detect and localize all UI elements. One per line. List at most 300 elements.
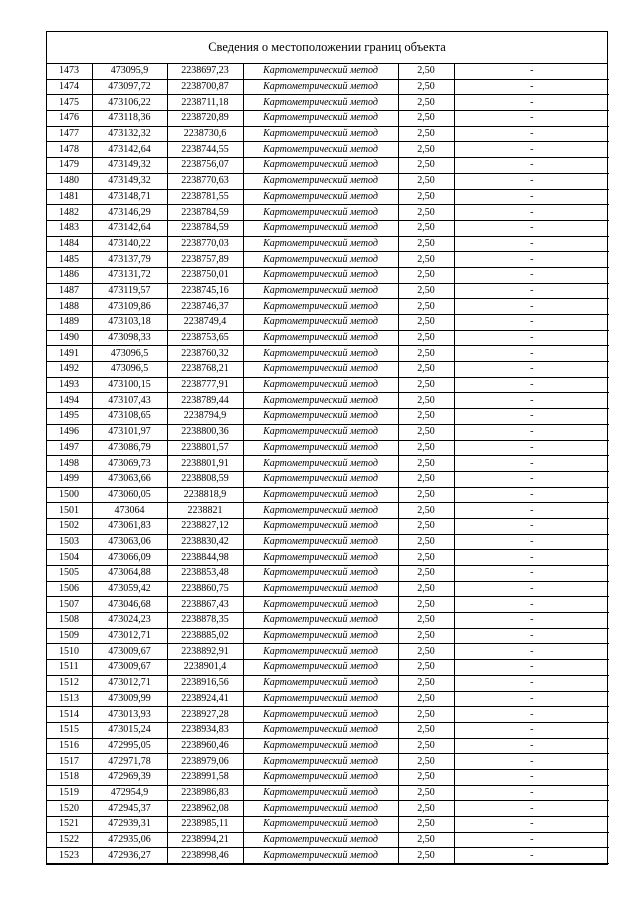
table-row <box>47 518 609 534</box>
method-cell: Картометрический метод <box>243 801 398 817</box>
accuracy-cell: 2,50 <box>398 409 454 425</box>
table-row <box>47 628 609 644</box>
note-cell: - <box>454 471 609 487</box>
note-cell: - <box>454 440 609 456</box>
accuracy-cell: 2,50 <box>398 173 454 189</box>
x-coordinate-cell: 473149,32 <box>92 173 167 189</box>
point-number-cell: 1514 <box>47 707 92 723</box>
method-cell: Картометрический метод <box>243 220 398 236</box>
method-cell: Картометрический метод <box>243 79 398 95</box>
y-coordinate-cell: 2238985,11 <box>167 817 243 833</box>
x-coordinate-cell: 473142,64 <box>92 142 167 158</box>
method-cell: Картометрический метод <box>243 817 398 833</box>
accuracy-cell: 2,50 <box>398 675 454 691</box>
point-number-cell: 1516 <box>47 738 92 754</box>
x-coordinate-cell: 473096,5 <box>92 346 167 362</box>
point-number-cell: 1510 <box>47 644 92 660</box>
accuracy-cell: 2,50 <box>398 236 454 252</box>
table-row <box>47 64 609 79</box>
y-coordinate-cell: 2238979,06 <box>167 754 243 770</box>
method-cell: Картометрический метод <box>243 142 398 158</box>
x-coordinate-cell: 473009,67 <box>92 644 167 660</box>
method-cell: Картометрический метод <box>243 660 398 676</box>
y-coordinate-cell: 2238867,43 <box>167 597 243 613</box>
method-cell: Картометрический метод <box>243 785 398 801</box>
point-number-cell: 1502 <box>47 518 92 534</box>
method-cell: Картометрический метод <box>243 534 398 550</box>
accuracy-cell: 2,50 <box>398 142 454 158</box>
x-coordinate-cell: 473098,33 <box>92 330 167 346</box>
x-coordinate-cell: 473106,22 <box>92 95 167 111</box>
method-cell: Картометрический метод <box>243 205 398 221</box>
table-row <box>47 832 609 848</box>
x-coordinate-cell: 473015,24 <box>92 722 167 738</box>
y-coordinate-cell: 2238760,32 <box>167 346 243 362</box>
x-coordinate-cell: 473012,71 <box>92 675 167 691</box>
y-coordinate-cell: 2238757,89 <box>167 252 243 268</box>
y-coordinate-cell: 2238800,36 <box>167 424 243 440</box>
table-row <box>47 142 609 158</box>
accuracy-cell: 2,50 <box>398 722 454 738</box>
x-coordinate-cell: 473013,93 <box>92 707 167 723</box>
table-row <box>47 738 609 754</box>
y-coordinate-cell: 2238770,63 <box>167 173 243 189</box>
point-number-cell: 1519 <box>47 785 92 801</box>
table-row <box>47 283 609 299</box>
method-cell: Картометрический метод <box>243 738 398 754</box>
x-coordinate-cell: 473069,73 <box>92 456 167 472</box>
accuracy-cell: 2,50 <box>398 613 454 629</box>
x-coordinate-cell: 473086,79 <box>92 440 167 456</box>
point-number-cell: 1522 <box>47 832 92 848</box>
x-coordinate-cell: 473063,66 <box>92 471 167 487</box>
accuracy-cell: 2,50 <box>398 628 454 644</box>
point-number-cell: 1517 <box>47 754 92 770</box>
table-row <box>47 95 609 111</box>
x-coordinate-cell: 473108,65 <box>92 409 167 425</box>
method-cell: Картометрический метод <box>243 330 398 346</box>
x-coordinate-cell: 473146,29 <box>92 205 167 221</box>
note-cell: - <box>454 707 609 723</box>
y-coordinate-cell: 2238860,75 <box>167 581 243 597</box>
x-coordinate-cell: 473148,71 <box>92 189 167 205</box>
note-cell: - <box>454 64 609 79</box>
x-coordinate-cell: 472945,37 <box>92 801 167 817</box>
note-cell: - <box>454 769 609 785</box>
accuracy-cell: 2,50 <box>398 267 454 283</box>
x-coordinate-cell: 473009,99 <box>92 691 167 707</box>
method-cell: Картометрический метод <box>243 377 398 393</box>
y-coordinate-cell: 2238821 <box>167 503 243 519</box>
note-cell: - <box>454 409 609 425</box>
note-cell: - <box>454 189 609 205</box>
x-coordinate-cell: 473024,23 <box>92 613 167 629</box>
table-row <box>47 267 609 283</box>
method-cell: Картометрический метод <box>243 754 398 770</box>
y-coordinate-cell: 2238794,9 <box>167 409 243 425</box>
table-row <box>47 848 609 864</box>
accuracy-cell: 2,50 <box>398 503 454 519</box>
x-coordinate-cell: 473131,72 <box>92 267 167 283</box>
x-coordinate-cell: 473142,64 <box>92 220 167 236</box>
method-cell: Картометрический метод <box>243 267 398 283</box>
accuracy-cell: 2,50 <box>398 471 454 487</box>
y-coordinate-cell: 2238784,59 <box>167 205 243 221</box>
method-cell: Картометрический метод <box>243 95 398 111</box>
method-cell: Картометрический метод <box>243 456 398 472</box>
y-coordinate-cell: 2238827,12 <box>167 518 243 534</box>
method-cell: Картометрический метод <box>243 315 398 331</box>
note-cell: - <box>454 346 609 362</box>
note-cell: - <box>454 267 609 283</box>
note-cell: - <box>454 173 609 189</box>
y-coordinate-cell: 2238700,87 <box>167 79 243 95</box>
method-cell: Картометрический метод <box>243 440 398 456</box>
point-number-cell: 1486 <box>47 267 92 283</box>
note-cell: - <box>454 362 609 378</box>
point-number-cell: 1521 <box>47 817 92 833</box>
x-coordinate-cell: 473100,15 <box>92 377 167 393</box>
accuracy-cell: 2,50 <box>398 487 454 503</box>
point-number-cell: 1505 <box>47 566 92 582</box>
table-row <box>47 581 609 597</box>
point-number-cell: 1494 <box>47 393 92 409</box>
table-row <box>47 613 609 629</box>
method-cell: Картометрический метод <box>243 283 398 299</box>
x-coordinate-cell: 473061,83 <box>92 518 167 534</box>
note-cell: - <box>454 675 609 691</box>
y-coordinate-cell: 2238730,6 <box>167 126 243 142</box>
method-cell: Картометрический метод <box>243 236 398 252</box>
y-coordinate-cell: 2238844,98 <box>167 550 243 566</box>
point-number-cell: 1477 <box>47 126 92 142</box>
table-row <box>47 691 609 707</box>
table-row <box>47 487 609 503</box>
table-row <box>47 236 609 252</box>
note-cell: - <box>454 95 609 111</box>
y-coordinate-cell: 2238749,4 <box>167 315 243 331</box>
point-number-cell: 1512 <box>47 675 92 691</box>
table-row <box>47 299 609 315</box>
note-cell: - <box>454 111 609 127</box>
point-number-cell: 1506 <box>47 581 92 597</box>
y-coordinate-cell: 2238986,83 <box>167 785 243 801</box>
accuracy-cell: 2,50 <box>398 440 454 456</box>
accuracy-cell: 2,50 <box>398 330 454 346</box>
accuracy-cell: 2,50 <box>398 79 454 95</box>
method-cell: Картометрический метод <box>243 628 398 644</box>
y-coordinate-cell: 2238770,03 <box>167 236 243 252</box>
method-cell: Картометрический метод <box>243 566 398 582</box>
method-cell: Картометрический метод <box>243 471 398 487</box>
point-number-cell: 1479 <box>47 158 92 174</box>
accuracy-cell: 2,50 <box>398 205 454 221</box>
method-cell: Картометрический метод <box>243 550 398 566</box>
note-cell: - <box>454 534 609 550</box>
table-row <box>47 79 609 95</box>
x-coordinate-cell: 473064 <box>92 503 167 519</box>
accuracy-cell: 2,50 <box>398 456 454 472</box>
table-row <box>47 801 609 817</box>
x-coordinate-cell: 472939,31 <box>92 817 167 833</box>
x-coordinate-cell: 472969,39 <box>92 769 167 785</box>
note-cell: - <box>454 142 609 158</box>
y-coordinate-cell: 2238808,59 <box>167 471 243 487</box>
note-cell: - <box>454 503 609 519</box>
y-coordinate-cell: 2238892,91 <box>167 644 243 660</box>
note-cell: - <box>454 691 609 707</box>
method-cell: Картометрический метод <box>243 691 398 707</box>
accuracy-cell: 2,50 <box>398 111 454 127</box>
table-row <box>47 722 609 738</box>
point-number-cell: 1473 <box>47 64 92 79</box>
method-cell: Картометрический метод <box>243 769 398 785</box>
accuracy-cell: 2,50 <box>398 597 454 613</box>
accuracy-cell: 2,50 <box>398 581 454 597</box>
method-cell: Картометрический метод <box>243 362 398 378</box>
accuracy-cell: 2,50 <box>398 362 454 378</box>
method-cell: Картометрический метод <box>243 675 398 691</box>
accuracy-cell: 2,50 <box>398 691 454 707</box>
x-coordinate-cell: 473149,32 <box>92 158 167 174</box>
point-number-cell: 1513 <box>47 691 92 707</box>
y-coordinate-cell: 2238756,07 <box>167 158 243 174</box>
x-coordinate-cell: 473101,97 <box>92 424 167 440</box>
method-cell: Картометрический метод <box>243 346 398 362</box>
y-coordinate-cell: 2238768,21 <box>167 362 243 378</box>
method-cell: Картометрический метод <box>243 173 398 189</box>
x-coordinate-cell: 472954,9 <box>92 785 167 801</box>
y-coordinate-cell: 2238750,01 <box>167 267 243 283</box>
y-coordinate-cell: 2238744,55 <box>167 142 243 158</box>
boundary-table-frame <box>46 31 608 865</box>
method-cell: Картометрический метод <box>243 487 398 503</box>
y-coordinate-cell: 2238789,44 <box>167 393 243 409</box>
x-coordinate-cell: 473097,72 <box>92 79 167 95</box>
point-number-cell: 1496 <box>47 424 92 440</box>
note-cell: - <box>454 299 609 315</box>
table-row <box>47 566 609 582</box>
x-coordinate-cell: 473103,18 <box>92 315 167 331</box>
accuracy-cell: 2,50 <box>398 126 454 142</box>
note-cell: - <box>454 158 609 174</box>
accuracy-cell: 2,50 <box>398 769 454 785</box>
accuracy-cell: 2,50 <box>398 754 454 770</box>
table-row <box>47 660 609 676</box>
accuracy-cell: 2,50 <box>398 817 454 833</box>
point-number-cell: 1499 <box>47 471 92 487</box>
table-row <box>47 346 609 362</box>
accuracy-cell: 2,50 <box>398 832 454 848</box>
accuracy-cell: 2,50 <box>398 848 454 864</box>
table-row <box>47 220 609 236</box>
point-number-cell: 1483 <box>47 220 92 236</box>
method-cell: Картометрический метод <box>243 597 398 613</box>
accuracy-cell: 2,50 <box>398 158 454 174</box>
point-number-cell: 1511 <box>47 660 92 676</box>
method-cell: Картометрический метод <box>243 722 398 738</box>
y-coordinate-cell: 2238924,41 <box>167 691 243 707</box>
note-cell: - <box>454 644 609 660</box>
table-row <box>47 675 609 691</box>
table-row <box>47 534 609 550</box>
method-cell: Картометрический метод <box>243 707 398 723</box>
note-cell: - <box>454 597 609 613</box>
method-cell: Картометрический метод <box>243 64 398 79</box>
y-coordinate-cell: 2238994,21 <box>167 832 243 848</box>
method-cell: Картометрический метод <box>243 158 398 174</box>
accuracy-cell: 2,50 <box>398 95 454 111</box>
point-number-cell: 1518 <box>47 769 92 785</box>
note-cell: - <box>454 817 609 833</box>
note-cell: - <box>454 79 609 95</box>
table-row <box>47 424 609 440</box>
y-coordinate-cell: 2238753,65 <box>167 330 243 346</box>
note-cell: - <box>454 377 609 393</box>
note-cell: - <box>454 315 609 331</box>
accuracy-cell: 2,50 <box>398 518 454 534</box>
table-row <box>47 362 609 378</box>
point-number-cell: 1508 <box>47 613 92 629</box>
accuracy-cell: 2,50 <box>398 785 454 801</box>
point-number-cell: 1482 <box>47 205 92 221</box>
accuracy-cell: 2,50 <box>398 299 454 315</box>
table-row <box>47 330 609 346</box>
x-coordinate-cell: 473012,71 <box>92 628 167 644</box>
point-number-cell: 1476 <box>47 111 92 127</box>
y-coordinate-cell: 2238901,4 <box>167 660 243 676</box>
table-row <box>47 377 609 393</box>
y-coordinate-cell: 2238934,83 <box>167 722 243 738</box>
y-coordinate-cell: 2238960,46 <box>167 738 243 754</box>
table-row <box>47 785 609 801</box>
point-number-cell: 1501 <box>47 503 92 519</box>
table-row <box>47 315 609 331</box>
y-coordinate-cell: 2238885,02 <box>167 628 243 644</box>
method-cell: Картометрический метод <box>243 126 398 142</box>
accuracy-cell: 2,50 <box>398 220 454 236</box>
note-cell: - <box>454 220 609 236</box>
accuracy-cell: 2,50 <box>398 377 454 393</box>
table-row <box>47 471 609 487</box>
table-row <box>47 817 609 833</box>
x-coordinate-cell: 473063,06 <box>92 534 167 550</box>
point-number-cell: 1485 <box>47 252 92 268</box>
note-cell: - <box>454 330 609 346</box>
table-row <box>47 393 609 409</box>
x-coordinate-cell: 473132,32 <box>92 126 167 142</box>
note-cell: - <box>454 566 609 582</box>
note-cell: - <box>454 456 609 472</box>
y-coordinate-cell: 2238801,91 <box>167 456 243 472</box>
point-number-cell: 1515 <box>47 722 92 738</box>
table-row <box>47 550 609 566</box>
table-row <box>47 644 609 660</box>
point-number-cell: 1491 <box>47 346 92 362</box>
x-coordinate-cell: 473060,05 <box>92 487 167 503</box>
note-cell: - <box>454 518 609 534</box>
x-coordinate-cell: 473096,5 <box>92 362 167 378</box>
table-row <box>47 111 609 127</box>
y-coordinate-cell: 2238830,42 <box>167 534 243 550</box>
method-cell: Картометрический метод <box>243 518 398 534</box>
point-number-cell: 1495 <box>47 409 92 425</box>
point-number-cell: 1504 <box>47 550 92 566</box>
point-number-cell: 1487 <box>47 283 92 299</box>
y-coordinate-cell: 2238927,28 <box>167 707 243 723</box>
y-coordinate-cell: 2238998,46 <box>167 848 243 864</box>
method-cell: Картометрический метод <box>243 644 398 660</box>
table-row <box>47 456 609 472</box>
x-coordinate-cell: 473046,68 <box>92 597 167 613</box>
point-number-cell: 1475 <box>47 95 92 111</box>
method-cell: Картометрический метод <box>243 299 398 315</box>
point-number-cell: 1484 <box>47 236 92 252</box>
method-cell: Картометрический метод <box>243 189 398 205</box>
note-cell: - <box>454 283 609 299</box>
point-number-cell: 1481 <box>47 189 92 205</box>
x-coordinate-cell: 473066,09 <box>92 550 167 566</box>
note-cell: - <box>454 205 609 221</box>
note-cell: - <box>454 487 609 503</box>
coordinates-table <box>47 64 609 864</box>
x-coordinate-cell: 473009,67 <box>92 660 167 676</box>
note-cell: - <box>454 628 609 644</box>
note-cell: - <box>454 252 609 268</box>
table-row <box>47 126 609 142</box>
point-number-cell: 1474 <box>47 79 92 95</box>
point-number-cell: 1500 <box>47 487 92 503</box>
y-coordinate-cell: 2238781,55 <box>167 189 243 205</box>
note-cell: - <box>454 236 609 252</box>
coordinates-table-body <box>47 64 609 864</box>
point-number-cell: 1509 <box>47 628 92 644</box>
accuracy-cell: 2,50 <box>398 801 454 817</box>
x-coordinate-cell: 472935,06 <box>92 832 167 848</box>
x-coordinate-cell: 473119,57 <box>92 283 167 299</box>
method-cell: Картометрический метод <box>243 613 398 629</box>
method-cell: Картометрический метод <box>243 832 398 848</box>
point-number-cell: 1520 <box>47 801 92 817</box>
table-row <box>47 754 609 770</box>
note-cell: - <box>454 785 609 801</box>
y-coordinate-cell: 2238991,58 <box>167 769 243 785</box>
note-cell: - <box>454 801 609 817</box>
point-number-cell: 1503 <box>47 534 92 550</box>
accuracy-cell: 2,50 <box>398 189 454 205</box>
accuracy-cell: 2,50 <box>398 707 454 723</box>
note-cell: - <box>454 550 609 566</box>
table-title: Сведения о местоположении границ объекта <box>47 32 607 64</box>
y-coordinate-cell: 2238784,59 <box>167 220 243 236</box>
x-coordinate-cell: 473064,88 <box>92 566 167 582</box>
accuracy-cell: 2,50 <box>398 424 454 440</box>
note-cell: - <box>454 581 609 597</box>
table-row <box>47 769 609 785</box>
table-row <box>47 205 609 221</box>
accuracy-cell: 2,50 <box>398 346 454 362</box>
x-coordinate-cell: 473109,86 <box>92 299 167 315</box>
table-row <box>47 189 609 205</box>
accuracy-cell: 2,50 <box>398 660 454 676</box>
y-coordinate-cell: 2238745,16 <box>167 283 243 299</box>
method-cell: Картометрический метод <box>243 393 398 409</box>
y-coordinate-cell: 2238916,56 <box>167 675 243 691</box>
y-coordinate-cell: 2238801,57 <box>167 440 243 456</box>
note-cell: - <box>454 660 609 676</box>
table-row <box>47 252 609 268</box>
accuracy-cell: 2,50 <box>398 64 454 79</box>
